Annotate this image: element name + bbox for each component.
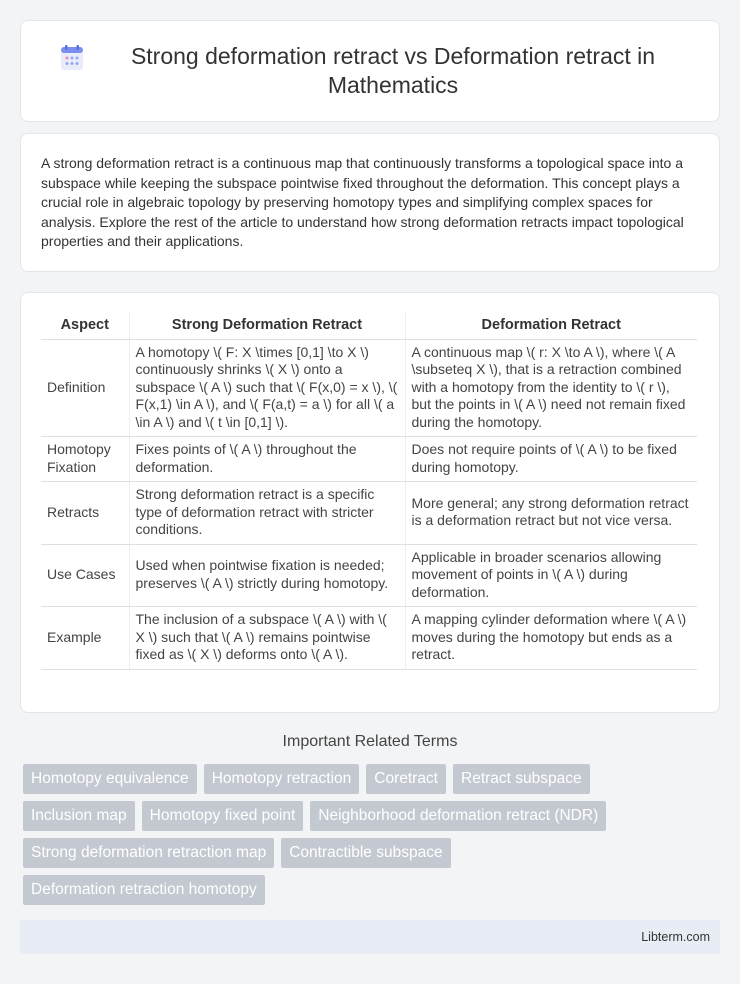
related-term-tag[interactable]: Coretract [366, 764, 446, 794]
row-strong: The inclusion of a subspace \( A \) with \( X \) such that \( A \) remains pointwise fixed as \( X \) deforms onto \( A \). [129, 607, 405, 670]
header-strong: Strong Deformation Retract [129, 311, 405, 339]
page-title: Strong deformation retract vs Deformation retract in Mathematics [130, 43, 656, 98]
related-term-tag[interactable]: Homotopy retraction [204, 764, 360, 794]
related-term-tag[interactable]: Contractible subspace [281, 838, 450, 868]
comparison-card [20, 292, 720, 713]
related-term-tag[interactable]: Neighborhood deformation retract (NDR) [310, 801, 606, 831]
tag-row [23, 801, 723, 831]
row-strong: A homotopy \( F: X \times [0,1] \to X \) continuously shrinks \( X \) onto a subspace \( A \) such that \( F(x,0) = x \), \( F(x,1) \in A \), and \( F(a,t) = a \) for all \( a \in A \) and \( t \in [0,1] \). [129, 339, 405, 437]
footer [20, 920, 720, 954]
row-aspect: Homotopy Fixation [41, 437, 129, 482]
row-aspect: Example [41, 607, 129, 670]
header-deformation: Deformation Retract [405, 311, 697, 339]
row-deformation: A continuous map \( r: X \to A \), where \( A \subseteq X \), that is a retraction combined with a homotopy from the identity to \( r \), but the points in \( A \) need not remain fixed during the homotopy. [405, 339, 697, 437]
table-header-row [41, 311, 697, 339]
table-row [41, 544, 697, 607]
row-deformation: A mapping cylinder deformation where \( A \) moves during the homotopy but ends as a retract. [405, 607, 697, 670]
row-strong: Fixes points of \( A \) throughout the deformation. [129, 437, 405, 482]
related-term-tag[interactable]: Retract subspace [453, 764, 590, 794]
row-aspect: Definition [41, 339, 129, 437]
table-row [41, 339, 697, 437]
title-wrap [60, 42, 680, 100]
row-aspect: Use Cases [41, 544, 129, 607]
intro-paragraph: A strong deformation retract is a continuous map that continuously transforms a topological space into a subspace while keeping the subspace pointwise fixed throughout the deformation. This concept plays a crucial role in algebraic topology by preserving homotopy types and simplifying complex spaces for analysis. Explore the rest of the article to understand how strong deformation retracts impact topological properties and their applications. [41, 155, 684, 249]
comparison-table [41, 311, 697, 670]
row-deformation: Does not require points of \( A \) to be fixed during homotopy. [405, 437, 697, 482]
row-aspect: Retracts [41, 482, 129, 545]
footer-site-link[interactable]: Libterm.com [641, 930, 710, 944]
related-term-tag[interactable]: Inclusion map [23, 801, 135, 831]
table-row [41, 482, 697, 545]
row-strong: Strong deformation retract is a specific type of deformation retract with stricter conditions. [129, 482, 405, 545]
related-term-tag[interactable]: Homotopy equivalence [23, 764, 197, 794]
tag-row [23, 875, 723, 905]
related-term-tag[interactable]: Deformation retraction homotopy [23, 875, 265, 905]
related-term-tag[interactable]: Homotopy fixed point [142, 801, 304, 831]
row-deformation: More general; any strong deformation retract is a deformation retract but not vice versa. [405, 482, 697, 545]
row-deformation: Applicable in broader scenarios allowing movement of points in \( A \) during deformation. [405, 544, 697, 607]
title-card [20, 20, 720, 122]
tag-row [23, 764, 723, 794]
document-icon [60, 45, 84, 71]
table-row [41, 437, 697, 482]
table-row [41, 607, 697, 670]
row-strong: Used when pointwise fixation is needed; preserves \( A \) strictly during homotopy. [129, 544, 405, 607]
related-terms-tags [23, 764, 723, 912]
related-term-tag[interactable]: Strong deformation retraction map [23, 838, 274, 868]
related-terms-title: Important Related Terms [282, 733, 458, 750]
header-aspect: Aspect [41, 311, 129, 339]
intro-card [20, 133, 720, 272]
tag-row [23, 838, 723, 868]
